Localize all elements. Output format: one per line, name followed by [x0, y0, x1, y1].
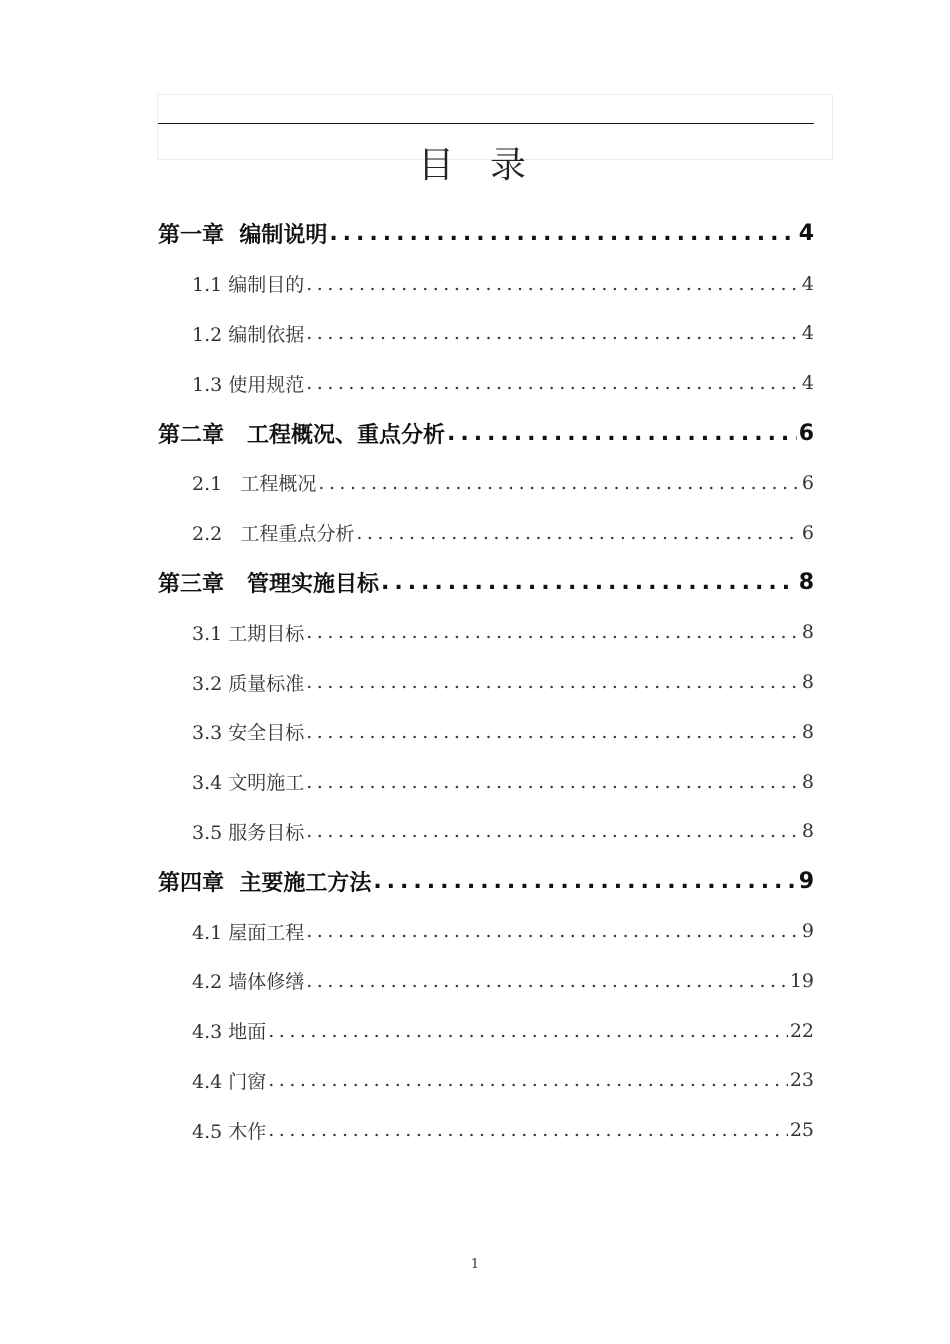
toc-section-entry[interactable] [158, 1056, 814, 1106]
toc-entry-title: 第三章 管理实施目标 [158, 571, 379, 597]
toc-dot-leader [306, 273, 800, 295]
toc-entry-page: 9 [798, 868, 814, 894]
toc-entry-title: 4.3 地面 [192, 1021, 267, 1044]
toc-entry-page: 25 [789, 1119, 814, 1142]
toc-entry-page: 8 [801, 671, 814, 694]
toc-entry-title: 2.1 工程概况 [192, 473, 317, 496]
toc-dot-leader [318, 472, 800, 494]
toc-dot-leader [306, 372, 800, 394]
toc-entry-title: 4.1 屋面工程 [192, 921, 305, 944]
toc-dot-leader [373, 869, 796, 894]
toc-entry-title: 3.3 安全目标 [192, 722, 305, 745]
toc-entry-title: 4.2 墙体修缮 [192, 971, 305, 994]
toc-entry-title: 4.4 门窗 [192, 1070, 267, 1093]
toc-section-entry[interactable] [158, 607, 814, 657]
toc-dot-leader [306, 322, 800, 344]
toc-entry-page: 4 [798, 221, 814, 247]
toc-dot-leader [306, 771, 800, 793]
toc-chapter-entry[interactable] [158, 408, 814, 458]
toc-entry-page: 8 [801, 820, 814, 843]
toc-section-entry[interactable] [158, 309, 814, 359]
toc-entry-page: 9 [801, 920, 814, 943]
toc-section-entry[interactable] [158, 508, 814, 558]
toc-entry-page: 4 [801, 272, 814, 295]
toc-section-entry[interactable] [158, 956, 814, 1006]
toc-entry-title: 3.1 工期目标 [192, 622, 305, 645]
toc-chapter-entry[interactable] [158, 209, 814, 259]
toc-entry-title: 3.4 文明施工 [192, 772, 305, 795]
toc-entry-page: 22 [789, 1019, 814, 1042]
toc-dot-leader [306, 621, 800, 643]
toc-dot-leader [381, 570, 797, 595]
toc-title: 目录 [417, 145, 562, 186]
toc-entry-page: 8 [801, 720, 814, 743]
toc-entry-title: 1.1 编制目的 [192, 274, 305, 297]
toc-entry-page: 8 [798, 569, 814, 595]
header-rule [158, 123, 814, 124]
toc-section-entry[interactable] [158, 1006, 814, 1056]
toc-section-entry[interactable] [158, 1105, 814, 1155]
toc-entry-title: 第二章 工程概况、重点分析 [158, 422, 445, 448]
toc-section-entry[interactable] [158, 358, 814, 408]
toc-list [158, 209, 814, 1155]
toc-dot-leader [268, 1069, 788, 1091]
toc-entry-title: 4.5 木作 [192, 1120, 267, 1143]
toc-entry-page: 23 [789, 1069, 814, 1092]
toc-entry-page: 19 [789, 969, 814, 992]
toc-section-entry[interactable] [158, 458, 814, 508]
toc-entry-page: 6 [801, 471, 814, 494]
toc-entry-title: 1.3 使用规范 [192, 373, 305, 396]
toc-section-entry[interactable] [158, 707, 814, 757]
toc-dot-leader [306, 671, 800, 693]
toc-entry-title: 第一章 编制说明 [158, 223, 328, 249]
toc-entry-title: 2.2 工程重点分析 [192, 523, 355, 546]
toc-chapter-entry[interactable] [158, 856, 814, 906]
toc-section-entry[interactable] [158, 757, 814, 807]
toc-dot-leader [306, 970, 788, 992]
toc-dot-leader [306, 920, 800, 942]
toc-entry-page: 4 [801, 322, 814, 345]
toc-entry-title: 1.2 编制依据 [192, 323, 305, 346]
toc-dot-leader [356, 522, 800, 544]
toc-entry-page: 8 [801, 770, 814, 793]
toc-section-entry[interactable] [158, 657, 814, 707]
toc-entry-page: 6 [798, 420, 814, 446]
toc-dot-leader [306, 721, 800, 743]
toc-entry-title: 3.2 质量标准 [192, 672, 305, 695]
toc-section-entry[interactable] [158, 807, 814, 857]
toc-dot-leader [268, 1119, 788, 1141]
toc-section-entry[interactable] [158, 259, 814, 309]
toc-section-entry[interactable] [158, 906, 814, 956]
toc-entry-title: 第四章 主要施工方法 [158, 870, 372, 896]
toc-dot-leader [447, 421, 797, 446]
toc-entry-page: 6 [801, 521, 814, 544]
toc-dot-leader [268, 1020, 788, 1042]
toc-entry-page: 4 [801, 372, 814, 395]
page-number: 1 [470, 1257, 480, 1272]
toc-dot-leader [329, 221, 796, 246]
toc-chapter-entry[interactable] [158, 558, 814, 608]
toc-entry-title: 3.5 服务目标 [192, 821, 305, 844]
toc-dot-leader [306, 820, 800, 842]
toc-entry-page: 8 [801, 621, 814, 644]
